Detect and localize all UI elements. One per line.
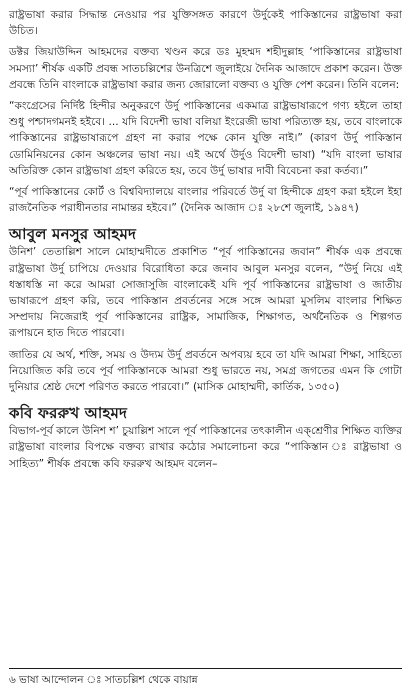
- paragraph-shahidullah-intro: ডক্টর জিয়াউদ্দিন আহমদের বক্তব্য খণ্ডন করে ডঃ মুহম্মদ শহীদুল্লাহ ‘পাকিস্তানের রাষ্ট্রভাষা সমস্যা’ শীর্ষক একটি প্রবন্ধ সাতচল্লিশের উনত্রিশে জুলাইয়ে দৈনিক আজাদে প্রকাশ করেন। উক্ত প্রবন্ধে তিনি বাংলাকে রাষ্ট্রভাষা করার জন্য জোরালো বক্তব্য ও যুক্তি পেশ করেন। তিনি বলেন:: [9, 46, 402, 91]
- document-page: [9, 7, 402, 691]
- paragraph-intro: রাষ্ট্রভাষা করার সিদ্ধান্ত নেওয়ার পর যুক্তিসঙ্গত কারণে উর্দুকেই পাকিস্তানের রাষ্ট্রভাষা করা উচিত।: [9, 9, 402, 38]
- footer-divider: [9, 668, 402, 669]
- paragraph-quote-1: “কংগ্রেসের নির্দিষ্ট হিন্দীর অনুকরণে উর্দু পাকিস্তানের একমাত্র রাষ্ট্রভাষারূপে গণ্য হইলে তাহা শুধু পশ্চাদগমনই হইবে। ... যদি বিদেশী ভাষা বলিয়া ইংরেজী ভাষা পরিত্যক্ত হয়, তবে বাংলাকে পাকিস্তানের রাষ্ট্রভাষারূপে গ্রহণ না করার পক্ষে কোন যুক্তি নাই।” (কারণ উর্দু পাকিস্তান ডোমিনিয়নের কোন অঞ্চলের ভাষা নয়। এই অর্থে উর্দুও বিদেশী ভাষা) “যদি বাংলা ভাষার অতিরিক্ত কোন রাষ্ট্রভাষা গ্রহণ করিতে হয়, তবে উর্দু ভাষার দাবী বিবেচনা করা কর্তব্য।”: [9, 100, 402, 177]
- paragraph-abul-mansur-2: জাতির যে অর্থ, শক্তি, সময় ও উদ্যম উর্দু প্রবর্তনে অপব্যয় হবে তা যদি আমরা শিক্ষা, সাহিত্যে নিয়োজিত করি তবে পূর্ব পাকিস্তানকে আমরা শুধু ভারতে নয়, সমগ্র জগতের এমন কি গোটা দুনিয়ার শ্রেষ্ঠ দেশে পরিণত করতে পারবো।” (মাসিক মোহাম্মদী, কার্তিক, ১৩৫০): [9, 348, 402, 394]
- paragraph-quote-2: “পূর্ব পাকিস্তানের কোর্ট ও বিশ্ববিদ্যালয়ে বাংলার পরিবর্তে উর্দু বা হিন্দীকে গ্রহণ করা হইলে ইহা রাজনৈতিক পরাধীনতার নামান্তর হইবে।” (দৈনিক আজাদ ঃ ২৮শে জুলাই, ১৯৪৭): [9, 186, 402, 215]
- section-heading-abul-mansur: আবুল মনসুর আহমদ: [9, 225, 137, 244]
- page-footer: ৬ ভাষা আন্দোলন ঃ সাতচল্লিশ থেকে বায়ান্ন: [9, 674, 198, 686]
- paragraph-abul-mansur-1: উনিশ’ তেতাল্লিশ সালে মোহাম্মদীতে প্রকাশিত “পূর্ব পাকিস্তানের জবান” শীর্ষক এক প্রবন্ধে রাষ্ট্রভাষা উর্দু চাপিয়ে দেওয়ার বিরোধিতা করে জনাব আবুল মনসুর বলেন, “উর্দু নিয়ে এই ধস্তাধস্তি না করে আমরা সোজাসুজি বাংলাকেই যদি পূর্ব পাকিস্তানের রাষ্ট্রভাষা ও জাতীয় ভাষারূপে গ্রহণ করি, তবে পাকিস্তান প্রবর্তনের সঙ্গে সঙ্গে আমরা মুসলিম বাংলার শিক্ষিত সম্প্রদায় নিজেরাই পূর্ব পাকিস্তানের রাষ্ট্রিক, সামাজিক, শিক্ষাগত, অর্থনৈতিক ও শিল্পগত রূপায়নে হাত দিতে পারবো।: [9, 246, 402, 340]
- section-heading-farrukh: কবি ফররুখ আহমদ: [9, 404, 128, 423]
- paragraph-farrukh-1: বিভাগ-পূর্ব কালে উনিশ শ’ চুয়াল্লিশ সালে পূর্ব পাকিস্তানের তৎকালীন এক্‌শ্রেণীর শিক্ষিত ব্যক্তির রাষ্ট্রভাষা বাংলার বিপক্ষে বক্তব্য রাখার কঠোর সমালোচনা করে “পাকিস্তান ঃ রাষ্ট্রভাষা ও সাহিত্য” শীর্ষক প্রবন্ধে কবি ফররুখ আহমদ বলেন–: [9, 425, 402, 470]
